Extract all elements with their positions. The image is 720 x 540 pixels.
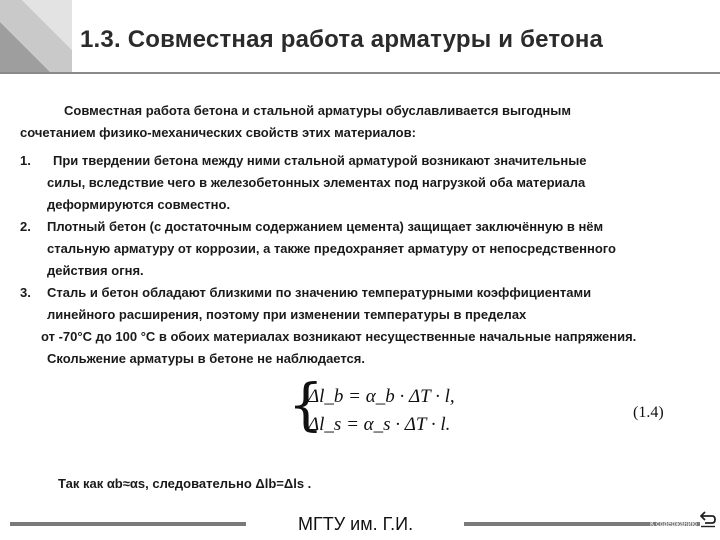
list-item: [20, 150, 700, 216]
list-item: [20, 216, 700, 282]
list-line: стальную арматуру от коррозии, а также предохраняет арматуру от непосредственного: [47, 241, 616, 256]
intro-line: Совместная работа бетона и стальной арматуры обуславливается выгодным: [64, 103, 571, 118]
list-number: 3.: [20, 285, 31, 300]
title-divider: [0, 72, 720, 74]
conclusion-text: Так как αb≈αs, следовательно Δlb=Δls .: [58, 476, 312, 491]
footer-rule-left: [10, 522, 246, 526]
brace-symbol: {: [288, 373, 324, 438]
list-line: деформируются совместно.: [47, 197, 231, 212]
formula-number: (1.4): [633, 404, 664, 421]
nav-to-contents-link[interactable]: К содержанию: [650, 521, 697, 528]
slide-body: [20, 100, 700, 370]
formula-block: [288, 373, 688, 440]
list-line: от -70°С до 100 °С в обоих материалах возникают несущественные начальные напряжения.: [41, 329, 637, 344]
formula-text: Δl_s = α_s · ΔT · l.: [308, 414, 451, 435]
list-line: При твердении бетона между ними стальной арматурой возникают значительные: [53, 153, 587, 168]
formula-line-2: [308, 414, 450, 436]
list-line: Скольжение арматуры в бетоне не наблюдается.: [47, 351, 365, 366]
corner-decoration: [0, 0, 72, 72]
formula-text: Δl_b = α_b · ΔT · l,: [308, 386, 455, 407]
formula-line-1: [308, 386, 455, 408]
return-arrow-icon[interactable]: [700, 510, 716, 528]
list-number: 1.: [20, 153, 31, 168]
intro-line: сочетанием физико-механических свойств этих материалов:: [20, 125, 416, 140]
list-number: 2.: [20, 219, 31, 234]
list-line: силы, вследствие чего в железобетонных элементах под нагрузкой оба материала: [47, 175, 586, 190]
list-line: линейного расширения, поэтому при изменении температуры в пределах: [47, 307, 527, 322]
footer-organization: МГТУ им. Г.И.: [298, 514, 414, 534]
intro-paragraph: [20, 100, 700, 144]
list-item: [20, 282, 700, 370]
slide-title: 1.3. Совместная работа арматуры и бетона: [80, 26, 604, 53]
list-line: действия огня.: [47, 263, 144, 278]
list-line: Сталь и бетон обладают близкими по значению температурными коэффициентами: [47, 285, 592, 300]
list-line: Плотный бетон (с достаточным содержанием цемента) защищает заключённую в нём: [47, 219, 604, 234]
